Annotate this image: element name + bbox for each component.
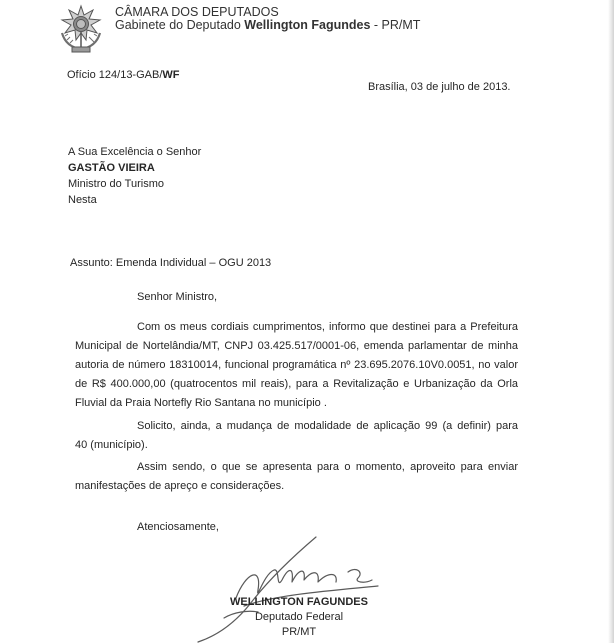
paragraph-line: manifestações de apreço e considerações. [75,480,285,492]
recipient-location: Nesta [68,194,97,206]
paragraph-line: autoria de número 18310014, funcional programática nº 23.695.2076.10V0.0051, no valor [75,359,518,371]
signatory-role: Deputado Federal [254,611,344,623]
letter-date: Brasília, 03 de julho de 2013. [368,81,511,93]
recipient-name: GASTÃO VIEIRA [68,162,155,174]
recipient-salutation: A Sua Excelência o Senhor [68,146,202,158]
greeting: Senhor Ministro, [137,291,218,303]
paragraph-line: 40 (município). [75,439,148,451]
signature-block [224,595,374,640]
coat-of-arms-icon [56,3,106,55]
letter-reference [67,69,180,82]
paragraph-line: Municipal de Nortelândia/MT, CNPJ 03.425.517/0001-06, emenda parlamentar de minha [75,340,518,352]
closing: Atenciosamente, [137,521,219,533]
paragraph-line: Solicito, ainda, a mudança de modalidade de aplicação 99 (a definir) para [137,420,518,432]
office-line [115,18,420,32]
paragraph-line: de R$ 400.000,00 (quatrocentos mil reais), para a Revitalização e Urbanização da Orla [75,378,518,390]
office-prefix: Gabinete do Deputado [115,18,245,32]
letter-subject: Assunto: Emenda Individual – OGU 2013 [70,257,272,269]
paragraph-amendment [75,318,518,413]
chamber-name: CÂMARA DOS DEPUTADOS [115,5,279,19]
paragraph-request [75,417,518,455]
signatory-name: WELLINGTON FAGUNDES [230,596,368,608]
page-edge-shadow [608,0,614,643]
paragraph-line: Com os meus cordiais cumprimentos, informo que destinei para a Prefeitura [137,321,518,333]
recipient-title: Ministro do Turismo [68,178,164,190]
deputy-name: Wellington Fagundes [244,18,371,32]
signatory-state: PR/MT [281,626,317,638]
office-suffix: - PR/MT [370,18,421,32]
paragraph-line: Assim sendo, o que se apresenta para o momento, aproveito para enviar [137,461,518,473]
reference-prefix: Ofício 124/13-GAB/ [67,69,163,81]
reference-suffix: WF [162,69,180,81]
paragraph-line: Fluvial da Praia Nortefly Rio Santana no município . [75,397,327,409]
paragraph-closing-remarks [75,458,518,496]
